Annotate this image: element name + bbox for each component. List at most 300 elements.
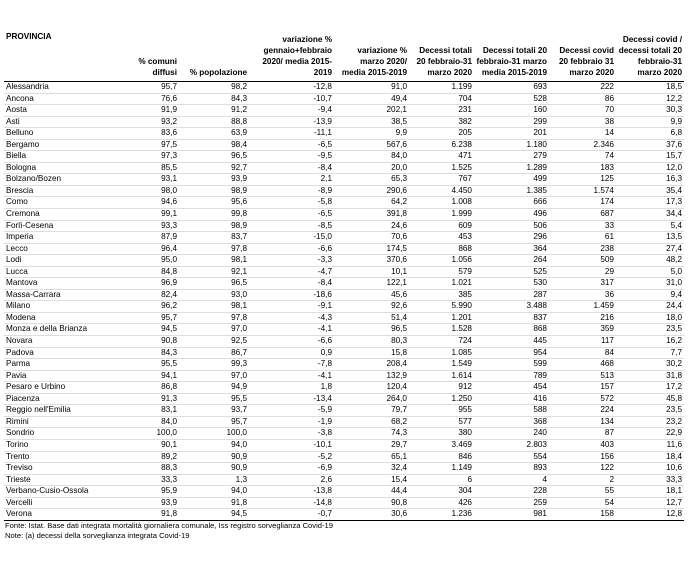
table-cell: 16,3 bbox=[616, 174, 684, 186]
table-cell: 87 bbox=[549, 428, 616, 440]
table-cell: -5,8 bbox=[249, 197, 334, 209]
table-cell: 231 bbox=[409, 105, 474, 117]
table-cell: 468 bbox=[549, 359, 616, 371]
table-row bbox=[4, 370, 684, 382]
province-name-cell: Massa-Carrara bbox=[4, 289, 129, 301]
table-cell: 93,9 bbox=[129, 497, 179, 509]
table-cell: -8,9 bbox=[249, 185, 334, 197]
table-cell: 84,3 bbox=[179, 93, 249, 105]
table-cell: 95,7 bbox=[129, 82, 179, 94]
table-cell: 32,4 bbox=[334, 463, 409, 475]
province-name-cell: Pavia bbox=[4, 370, 129, 382]
table-cell: 174 bbox=[549, 197, 616, 209]
table-cell: 86,8 bbox=[129, 382, 179, 394]
table-cell: -13,8 bbox=[249, 486, 334, 498]
column-header-var-genfeb: variazione % gennaio+febbraio 2020/ media 2015-2019 bbox=[262, 35, 332, 77]
table-cell: -8,4 bbox=[249, 162, 334, 174]
province-name-cell: Parma bbox=[4, 359, 129, 371]
table-cell: 33,3 bbox=[616, 474, 684, 486]
table-cell: 2,1 bbox=[249, 174, 334, 186]
table-cell: 693 bbox=[474, 82, 549, 94]
table-cell: 789 bbox=[474, 370, 549, 382]
table-cell: 1.574 bbox=[549, 185, 616, 197]
table-cell: 91,9 bbox=[129, 105, 179, 117]
table-cell: -4,3 bbox=[249, 312, 334, 324]
table-row bbox=[4, 197, 684, 209]
table-cell: 1.201 bbox=[409, 312, 474, 324]
table-row bbox=[4, 382, 684, 394]
column-header-provincia: PROVINCIA bbox=[6, 32, 52, 41]
table-cell: 290,6 bbox=[334, 185, 409, 197]
table-cell: 259 bbox=[474, 497, 549, 509]
table-cell: 97,8 bbox=[179, 243, 249, 255]
table-row bbox=[4, 93, 684, 105]
table-cell: 183 bbox=[549, 162, 616, 174]
table-cell: 2.803 bbox=[474, 439, 549, 451]
table-cell: 15,8 bbox=[334, 347, 409, 359]
table-cell: 91,3 bbox=[129, 393, 179, 405]
province-name-cell: Pesaro e Urbino bbox=[4, 382, 129, 394]
table-cell: 704 bbox=[409, 93, 474, 105]
table-cell: 44,4 bbox=[334, 486, 409, 498]
table-cell: 84 bbox=[549, 347, 616, 359]
province-name-cell: Forlì-Cesena bbox=[4, 220, 129, 232]
table-cell: 416 bbox=[474, 393, 549, 405]
table-cell: 12,2 bbox=[616, 93, 684, 105]
table-cell: 93,9 bbox=[179, 174, 249, 186]
table-cell: 90,1 bbox=[129, 439, 179, 451]
table-row bbox=[4, 416, 684, 428]
table-cell: 2,6 bbox=[249, 474, 334, 486]
table-container bbox=[4, 8, 684, 541]
table-cell: 579 bbox=[409, 266, 474, 278]
table-cell: 1.236 bbox=[409, 509, 474, 521]
table-cell: 426 bbox=[409, 497, 474, 509]
table-cell: 2 bbox=[549, 474, 616, 486]
table-cell: 95,0 bbox=[129, 255, 179, 267]
table-cell: 117 bbox=[549, 336, 616, 348]
column-header-decessi-covid: Decessi covid 20 febbraio 31 marzo 2020 bbox=[558, 46, 614, 77]
table-cell: 453 bbox=[409, 232, 474, 244]
table-cell: 84,8 bbox=[129, 266, 179, 278]
province-name-cell: Rimini bbox=[4, 416, 129, 428]
table-cell: 97,0 bbox=[179, 324, 249, 336]
table-cell: 92,1 bbox=[179, 266, 249, 278]
table-row bbox=[4, 209, 684, 221]
table-cell: 51,4 bbox=[334, 312, 409, 324]
table-cell: 403 bbox=[549, 439, 616, 451]
table-cell: 61 bbox=[549, 232, 616, 244]
table-cell: 120,4 bbox=[334, 382, 409, 394]
table-cell: 364 bbox=[474, 243, 549, 255]
table-cell: 96,9 bbox=[129, 278, 179, 290]
table-cell: 63,9 bbox=[179, 128, 249, 140]
table-cell: 98,4 bbox=[179, 139, 249, 151]
table-cell: 97,8 bbox=[179, 312, 249, 324]
table-row bbox=[4, 428, 684, 440]
table-cell: -4,7 bbox=[249, 266, 334, 278]
table-cell: 38 bbox=[549, 116, 616, 128]
table-cell: -10,7 bbox=[249, 93, 334, 105]
table-cell: 20,0 bbox=[334, 162, 409, 174]
table-cell: 174,5 bbox=[334, 243, 409, 255]
table-cell: 97,3 bbox=[129, 151, 179, 163]
province-name-cell: Como bbox=[4, 197, 129, 209]
table-row bbox=[4, 451, 684, 463]
column-header-var-marzo: variazione % marzo 2020/ media 2015-2019 bbox=[341, 46, 407, 77]
table-cell: 18,0 bbox=[616, 312, 684, 324]
table-cell: 98,1 bbox=[179, 255, 249, 267]
table-cell: 18,5 bbox=[616, 82, 684, 94]
table-cell: 724 bbox=[409, 336, 474, 348]
data-table bbox=[4, 8, 684, 521]
table-cell: 1.008 bbox=[409, 197, 474, 209]
table-cell: 567,6 bbox=[334, 139, 409, 151]
table-cell: 11,6 bbox=[616, 439, 684, 451]
table-row bbox=[4, 278, 684, 290]
table-cell: 1.250 bbox=[409, 393, 474, 405]
table-row bbox=[4, 405, 684, 417]
table-cell: 74 bbox=[549, 151, 616, 163]
table-cell: 5.990 bbox=[409, 301, 474, 313]
table-cell: 90,8 bbox=[334, 497, 409, 509]
table-cell: 87,9 bbox=[129, 232, 179, 244]
province-name-cell: Lucca bbox=[4, 266, 129, 278]
table-cell: 95,7 bbox=[179, 416, 249, 428]
table-cell: 100,0 bbox=[129, 428, 179, 440]
table-cell: 14 bbox=[549, 128, 616, 140]
table-cell: 94,9 bbox=[179, 382, 249, 394]
table-cell: 10,1 bbox=[334, 266, 409, 278]
table-cell: 134 bbox=[549, 416, 616, 428]
table-row bbox=[4, 128, 684, 140]
table-row bbox=[4, 474, 684, 486]
province-name-cell: Torino bbox=[4, 439, 129, 451]
table-cell: 368 bbox=[474, 416, 549, 428]
province-name-cell: Verona bbox=[4, 509, 129, 521]
table-cell: 1.085 bbox=[409, 347, 474, 359]
table-cell: 1,8 bbox=[249, 382, 334, 394]
table-cell: -14,8 bbox=[249, 497, 334, 509]
table-cell: 45,6 bbox=[334, 289, 409, 301]
table-cell: 767 bbox=[409, 174, 474, 186]
table-cell: 525 bbox=[474, 266, 549, 278]
table-cell: 955 bbox=[409, 405, 474, 417]
table-cell: 96,5 bbox=[334, 324, 409, 336]
province-name-cell: Bergamo bbox=[4, 139, 129, 151]
table-cell: 79,7 bbox=[334, 405, 409, 417]
table-cell: -4,1 bbox=[249, 324, 334, 336]
table-cell: 385 bbox=[409, 289, 474, 301]
table-cell: 95,9 bbox=[129, 486, 179, 498]
table-cell: 31,0 bbox=[616, 278, 684, 290]
table-row bbox=[4, 116, 684, 128]
table-cell: 90,9 bbox=[179, 463, 249, 475]
table-cell: 96,5 bbox=[179, 151, 249, 163]
province-name-cell: Treviso bbox=[4, 463, 129, 475]
table-cell: -11,1 bbox=[249, 128, 334, 140]
table-cell: -5,9 bbox=[249, 405, 334, 417]
table-cell: 9,9 bbox=[334, 128, 409, 140]
table-cell: 93,2 bbox=[129, 116, 179, 128]
table-cell: 1.021 bbox=[409, 278, 474, 290]
table-cell: 90,9 bbox=[179, 451, 249, 463]
table-cell: 23,5 bbox=[616, 405, 684, 417]
table-cell: 94,0 bbox=[179, 486, 249, 498]
table-cell: 94,5 bbox=[179, 509, 249, 521]
table-cell: 6 bbox=[409, 474, 474, 486]
table-cell: 609 bbox=[409, 220, 474, 232]
table-cell: 1.180 bbox=[474, 139, 549, 151]
table-cell: 4.450 bbox=[409, 185, 474, 197]
table-cell: -13,4 bbox=[249, 393, 334, 405]
table-cell: -0,7 bbox=[249, 509, 334, 521]
table-cell: -6,6 bbox=[249, 336, 334, 348]
table-cell: 92,5 bbox=[179, 336, 249, 348]
table-cell: -10,1 bbox=[249, 439, 334, 451]
column-header-covid-ratio: Decessi covid / decessi totali 20 febbraio-31 marzo 2020 bbox=[618, 35, 682, 77]
table-cell: 216 bbox=[549, 312, 616, 324]
table-cell: 100,0 bbox=[179, 428, 249, 440]
province-name-cell: Bologna bbox=[4, 162, 129, 174]
table-cell: 9,9 bbox=[616, 116, 684, 128]
table-cell: 54 bbox=[549, 497, 616, 509]
table-cell: 1.289 bbox=[474, 162, 549, 174]
table-cell: 299 bbox=[474, 116, 549, 128]
table-cell: 85,5 bbox=[129, 162, 179, 174]
province-name-cell: Trieste bbox=[4, 474, 129, 486]
table-cell: 30,3 bbox=[616, 105, 684, 117]
table-cell: 1.385 bbox=[474, 185, 549, 197]
table-row bbox=[4, 486, 684, 498]
table-cell: 18,4 bbox=[616, 451, 684, 463]
table-cell: 445 bbox=[474, 336, 549, 348]
table-cell: -3,3 bbox=[249, 255, 334, 267]
table-cell: 91,8 bbox=[179, 497, 249, 509]
table-cell: 499 bbox=[474, 174, 549, 186]
table-cell: 29,7 bbox=[334, 439, 409, 451]
table-cell: 94,1 bbox=[129, 370, 179, 382]
table-cell: 90,8 bbox=[129, 336, 179, 348]
table-row bbox=[4, 105, 684, 117]
province-name-cell: Novara bbox=[4, 336, 129, 348]
table-cell: 80,3 bbox=[334, 336, 409, 348]
table-cell: 224 bbox=[549, 405, 616, 417]
table-cell: 92,6 bbox=[334, 301, 409, 313]
table-row bbox=[4, 463, 684, 475]
table-cell: 279 bbox=[474, 151, 549, 163]
table-cell: 370,6 bbox=[334, 255, 409, 267]
table-cell: 84,0 bbox=[334, 151, 409, 163]
table-cell: 12,0 bbox=[616, 162, 684, 174]
table-cell: 88,3 bbox=[129, 463, 179, 475]
table-cell: 359 bbox=[549, 324, 616, 336]
table-row bbox=[4, 220, 684, 232]
table-cell: -5,2 bbox=[249, 451, 334, 463]
table-cell: 391,8 bbox=[334, 209, 409, 221]
table-cell: 84,3 bbox=[129, 347, 179, 359]
table-cell: 91,0 bbox=[334, 82, 409, 94]
province-name-cell: Asti bbox=[4, 116, 129, 128]
table-cell: 132,9 bbox=[334, 370, 409, 382]
table-cell: -9,1 bbox=[249, 301, 334, 313]
table-cell: 893 bbox=[474, 463, 549, 475]
table-cell: 6,8 bbox=[616, 128, 684, 140]
province-name-cell: Belluno bbox=[4, 128, 129, 140]
table-cell: 22,9 bbox=[616, 428, 684, 440]
province-name-cell: Milano bbox=[4, 301, 129, 313]
table-cell: -6,5 bbox=[249, 209, 334, 221]
province-name-cell: Biella bbox=[4, 151, 129, 163]
table-cell: 506 bbox=[474, 220, 549, 232]
table-cell: 95,6 bbox=[179, 197, 249, 209]
table-cell: 48,2 bbox=[616, 255, 684, 267]
table-cell: 577 bbox=[409, 416, 474, 428]
province-name-cell: Verbano-Cusio-Ossola bbox=[4, 486, 129, 498]
table-row bbox=[4, 347, 684, 359]
table-cell: 1.549 bbox=[409, 359, 474, 371]
table-row bbox=[4, 359, 684, 371]
table-cell: 382 bbox=[409, 116, 474, 128]
table-cell: 264,0 bbox=[334, 393, 409, 405]
table-cell: 1,3 bbox=[179, 474, 249, 486]
table-cell: 96,4 bbox=[129, 243, 179, 255]
table-cell: 1.056 bbox=[409, 255, 474, 267]
table-row bbox=[4, 312, 684, 324]
table-cell: 1.999 bbox=[409, 209, 474, 221]
table-cell: 471 bbox=[409, 151, 474, 163]
table-cell: 98,9 bbox=[179, 220, 249, 232]
table-cell: 33,3 bbox=[129, 474, 179, 486]
table-cell: 27,4 bbox=[616, 243, 684, 255]
table-cell: 29 bbox=[549, 266, 616, 278]
table-cell: 91,2 bbox=[179, 105, 249, 117]
table-cell: 4 bbox=[474, 474, 549, 486]
table-row bbox=[4, 266, 684, 278]
province-name-cell: Lecco bbox=[4, 243, 129, 255]
table-cell: 33 bbox=[549, 220, 616, 232]
table-cell: 530 bbox=[474, 278, 549, 290]
table-cell: -9,4 bbox=[249, 105, 334, 117]
table-cell: 74,3 bbox=[334, 428, 409, 440]
table-row bbox=[4, 139, 684, 151]
table-cell: 68,2 bbox=[334, 416, 409, 428]
province-name-cell: Bolzano/Bozen bbox=[4, 174, 129, 186]
table-cell: 64,2 bbox=[334, 197, 409, 209]
table-cell: 12,7 bbox=[616, 497, 684, 509]
table-cell: 572 bbox=[549, 393, 616, 405]
table-cell: -18,6 bbox=[249, 289, 334, 301]
table-cell: 599 bbox=[474, 359, 549, 371]
table-cell: 264 bbox=[474, 255, 549, 267]
table-cell: 157 bbox=[549, 382, 616, 394]
province-name-cell: Reggio nell'Emilia bbox=[4, 405, 129, 417]
table-cell: -15,0 bbox=[249, 232, 334, 244]
table-cell: 36 bbox=[549, 289, 616, 301]
table-body bbox=[4, 82, 684, 521]
table-cell: 287 bbox=[474, 289, 549, 301]
table-cell: 17,2 bbox=[616, 382, 684, 394]
table-cell: 98,9 bbox=[179, 185, 249, 197]
table-cell: 93,1 bbox=[129, 174, 179, 186]
column-header-decessi-2020: Decessi totali 20 febbraio-31 marzo 2020 bbox=[416, 46, 472, 77]
table-cell: 96,2 bbox=[129, 301, 179, 313]
province-name-cell: Mantova bbox=[4, 278, 129, 290]
table-cell: 528 bbox=[474, 93, 549, 105]
table-cell: 1.525 bbox=[409, 162, 474, 174]
table-cell: -6,6 bbox=[249, 243, 334, 255]
table-cell: 160 bbox=[474, 105, 549, 117]
table-cell: -12,8 bbox=[249, 82, 334, 94]
province-name-cell: Vercelli bbox=[4, 497, 129, 509]
table-cell: 296 bbox=[474, 232, 549, 244]
table-cell: 202,1 bbox=[334, 105, 409, 117]
table-cell: 1.614 bbox=[409, 370, 474, 382]
table-cell: 94,6 bbox=[129, 197, 179, 209]
table-cell: 981 bbox=[474, 509, 549, 521]
table-cell: 34,4 bbox=[616, 209, 684, 221]
table-row bbox=[4, 185, 684, 197]
table-cell: 76,6 bbox=[129, 93, 179, 105]
table-cell: 83,1 bbox=[129, 405, 179, 417]
table-cell: -1,9 bbox=[249, 416, 334, 428]
table-cell: 49,4 bbox=[334, 93, 409, 105]
table-cell: 1.149 bbox=[409, 463, 474, 475]
table-row bbox=[4, 324, 684, 336]
table-row bbox=[4, 255, 684, 267]
province-name-cell: Trento bbox=[4, 451, 129, 463]
table-row bbox=[4, 162, 684, 174]
table-cell: 1.528 bbox=[409, 324, 474, 336]
table-header bbox=[4, 8, 684, 82]
table-cell: -6,9 bbox=[249, 463, 334, 475]
table-cell: 99,1 bbox=[129, 209, 179, 221]
table-cell: 94,5 bbox=[129, 324, 179, 336]
table-row bbox=[4, 393, 684, 405]
table-cell: 666 bbox=[474, 197, 549, 209]
table-cell: 912 bbox=[409, 382, 474, 394]
table-cell: 10,6 bbox=[616, 463, 684, 475]
table-row bbox=[4, 439, 684, 451]
table-cell: 45,8 bbox=[616, 393, 684, 405]
table-cell: 513 bbox=[549, 370, 616, 382]
table-cell: 17,3 bbox=[616, 197, 684, 209]
table-cell: 89,2 bbox=[129, 451, 179, 463]
province-name-cell: Padova bbox=[4, 347, 129, 359]
province-name-cell: Brescia bbox=[4, 185, 129, 197]
table-cell: 205 bbox=[409, 128, 474, 140]
table-cell: 84,0 bbox=[129, 416, 179, 428]
table-cell: 92,7 bbox=[179, 162, 249, 174]
table-cell: 99,3 bbox=[179, 359, 249, 371]
table-cell: 7,7 bbox=[616, 347, 684, 359]
table-cell: 554 bbox=[474, 451, 549, 463]
table-cell: 2.346 bbox=[549, 139, 616, 151]
table-cell: -6,5 bbox=[249, 139, 334, 151]
table-row bbox=[4, 243, 684, 255]
table-cell: 94,0 bbox=[179, 439, 249, 451]
table-cell: 91,8 bbox=[129, 509, 179, 521]
table-cell: 588 bbox=[474, 405, 549, 417]
table-cell: 509 bbox=[549, 255, 616, 267]
table-cell: 23,5 bbox=[616, 324, 684, 336]
table-row bbox=[4, 497, 684, 509]
table-cell: 687 bbox=[549, 209, 616, 221]
province-name-cell: Alessandria bbox=[4, 82, 129, 94]
province-name-cell: Cremona bbox=[4, 209, 129, 221]
province-name-cell: Piacenza bbox=[4, 393, 129, 405]
table-cell: 156 bbox=[549, 451, 616, 463]
